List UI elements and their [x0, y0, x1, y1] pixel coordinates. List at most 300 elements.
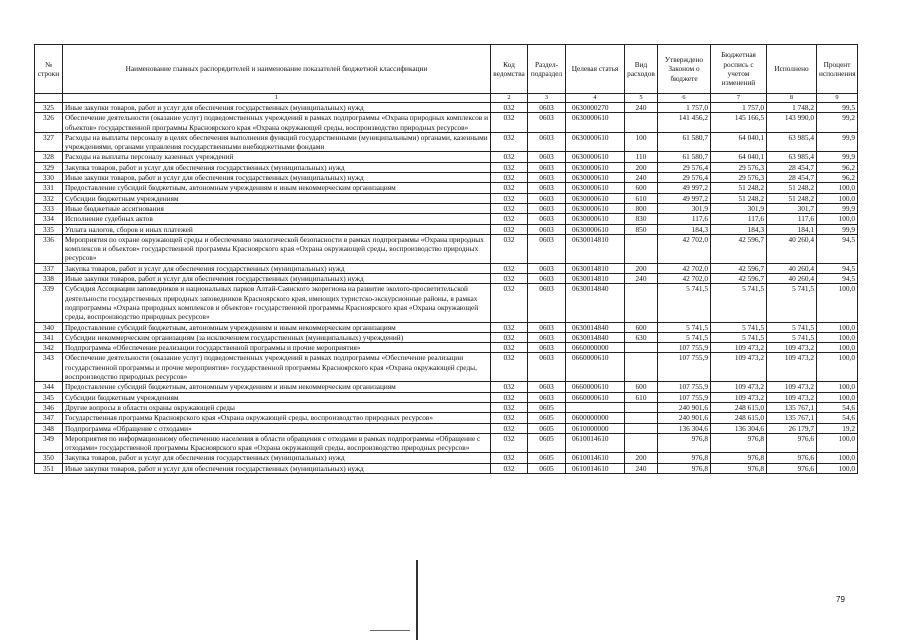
schedule-amount: 145 166,5 — [711, 113, 767, 133]
budget-table-page — [34, 44, 857, 474]
row-name: Субсидии бюджетным учреждениям — [63, 392, 491, 402]
execution-percent: 100,0 — [817, 284, 858, 322]
row-name: Уплата налогов, сборов и иных платежей — [63, 224, 491, 234]
header-expense-type: Вид расходов — [625, 45, 658, 94]
department-code: 032 — [491, 113, 528, 133]
expense-type — [625, 413, 658, 423]
schedule-amount: 109 473,2 — [711, 382, 767, 392]
row-number: 329 — [35, 162, 63, 172]
schedule-amount: 117,6 — [711, 214, 767, 224]
department-code: 032 — [491, 263, 528, 273]
table-row — [35, 193, 858, 203]
executed-amount: 976,6 — [767, 463, 817, 473]
department-code: 032 — [491, 353, 528, 382]
target-article: 0610000000 — [566, 423, 625, 433]
execution-percent: 99,9 — [817, 132, 858, 152]
section-code: 0605 — [528, 463, 566, 473]
department-code: 032 — [491, 234, 528, 263]
row-name: Иные закупки товаров, работ и услуг для обеспечения государственных (муниципальных) нужд — [63, 463, 491, 473]
executed-amount: 976,6 — [767, 433, 817, 453]
schedule-amount: 1 757,0 — [711, 103, 767, 113]
header-target-article: Целевая статья — [566, 45, 625, 94]
row-name: Субсидии некоммерческим организациям (за исключением государственных (муниципальных) учреждений) — [63, 332, 491, 342]
approved-amount: 61 580,7 — [658, 132, 711, 152]
target-article: 0630000610 — [566, 203, 625, 213]
section-code: 0603 — [528, 353, 566, 382]
department-code: 032 — [491, 332, 528, 342]
row-name: Субсидии бюджетным учреждениям — [63, 193, 491, 203]
execution-percent: 96,2 — [817, 162, 858, 172]
table-row — [35, 423, 858, 433]
execution-percent: 100,0 — [817, 433, 858, 453]
table-row — [35, 203, 858, 213]
col-number: 3 — [528, 94, 566, 103]
expense-type — [625, 433, 658, 453]
page-number: 79 — [836, 595, 845, 604]
department-code: 032 — [491, 343, 528, 353]
executed-amount: 26 179,7 — [767, 423, 817, 433]
col-number — [35, 94, 63, 103]
table-row — [35, 274, 858, 284]
table-row — [35, 343, 858, 353]
table-row — [35, 392, 858, 402]
row-number: 326 — [35, 113, 63, 133]
row-number: 333 — [35, 203, 63, 213]
target-article — [566, 402, 625, 412]
row-name: Расходы на выплаты персоналу в целях обеспечения выполнения функций государственными (муниципальными) органами, казенными учреждениями, органами управления государственными внебюджетными фондами — [63, 132, 491, 152]
section-code: 0603 — [528, 332, 566, 342]
executed-amount: 5 741,5 — [767, 322, 817, 332]
expense-type: 850 — [625, 224, 658, 234]
department-code: 032 — [491, 453, 528, 463]
executed-amount: 135 767,1 — [767, 402, 817, 412]
row-number: 336 — [35, 234, 63, 263]
approved-amount: 976,8 — [658, 463, 711, 473]
table-row — [35, 132, 858, 152]
expense-type: 240 — [625, 103, 658, 113]
row-name: Иные бюджетные ассигнования — [63, 203, 491, 213]
department-code: 032 — [491, 162, 528, 172]
approved-amount: 976,8 — [658, 433, 711, 453]
row-name: Обеспечение деятельности (оказание услуг) подведомственных учреждений в рамках подпрограммы «Обеспечение реализации государственной программы и прочие мероприятия» государственной программы Красноярского края «Охрана окружающей среды, воспроизводство природных ресурсов» — [63, 353, 491, 382]
execution-percent: 99,2 — [817, 113, 858, 133]
department-code: 032 — [491, 322, 528, 332]
row-name: Иные закупки товаров, работ и услуг для обеспечения государственных (муниципальных) нужд — [63, 103, 491, 113]
expense-type — [625, 402, 658, 412]
scan-artifact-line — [416, 560, 418, 640]
schedule-amount: 51 248,2 — [711, 193, 767, 203]
expense-type: 240 — [625, 274, 658, 284]
scan-artifact-dash — [370, 630, 410, 631]
row-name: Расходы на выплаты персоналу казенных учреждений — [63, 152, 491, 162]
table-row — [35, 433, 858, 453]
table-row — [35, 463, 858, 473]
expense-type: 600 — [625, 183, 658, 193]
budget-execution-table — [34, 44, 858, 474]
row-number: 351 — [35, 463, 63, 473]
section-code: 0603 — [528, 193, 566, 203]
header-percent: Процент исполнения — [817, 45, 858, 94]
row-number: 346 — [35, 402, 63, 412]
department-code: 032 — [491, 392, 528, 402]
schedule-amount: 184,3 — [711, 224, 767, 234]
row-number: 332 — [35, 193, 63, 203]
col-number: 7 — [711, 94, 767, 103]
section-code: 0603 — [528, 183, 566, 193]
row-number: 345 — [35, 392, 63, 402]
approved-amount: 61 580,7 — [658, 152, 711, 162]
target-article: 0660000610 — [566, 392, 625, 402]
execution-percent: 100,0 — [817, 353, 858, 382]
expense-type — [625, 113, 658, 133]
target-article: 0630000610 — [566, 132, 625, 152]
executed-amount: 109 473,2 — [767, 343, 817, 353]
schedule-amount: 976,8 — [711, 453, 767, 463]
executed-amount: 117,6 — [767, 214, 817, 224]
target-article: 0630014810 — [566, 234, 625, 263]
target-article: 0630014810 — [566, 274, 625, 284]
header-department-code: Код ведомства — [491, 45, 528, 94]
target-article: 0600000000 — [566, 413, 625, 423]
target-article: 0660000610 — [566, 382, 625, 392]
execution-percent: 99,9 — [817, 224, 858, 234]
schedule-amount: 5 741,5 — [711, 332, 767, 342]
row-name: Другие вопросы в области охраны окружающей среды — [63, 402, 491, 412]
row-name: Государственная программа Красноярского края «Охрана окружающей среды, воспроизводство природных ресурсов» — [63, 413, 491, 423]
execution-percent: 100,0 — [817, 322, 858, 332]
executed-amount: 143 990,0 — [767, 113, 817, 133]
target-article: 0630000610 — [566, 162, 625, 172]
execution-percent: 99,9 — [817, 152, 858, 162]
executed-amount: 184,1 — [767, 224, 817, 234]
executed-amount: 63 985,4 — [767, 132, 817, 152]
execution-percent: 100,0 — [817, 332, 858, 342]
executed-amount: 135 767,1 — [767, 413, 817, 423]
department-code: 032 — [491, 382, 528, 392]
schedule-amount: 976,8 — [711, 463, 767, 473]
approved-amount: 117,6 — [658, 214, 711, 224]
row-number: 349 — [35, 433, 63, 453]
approved-amount: 240 901,6 — [658, 402, 711, 412]
section-code: 0605 — [528, 433, 566, 453]
department-code: 032 — [491, 274, 528, 284]
table-row — [35, 402, 858, 412]
approved-amount: 5 741,5 — [658, 284, 711, 322]
table-row — [35, 382, 858, 392]
execution-percent: 100,0 — [817, 214, 858, 224]
table-row — [35, 152, 858, 162]
target-article: 0630000610 — [566, 224, 625, 234]
row-number: 334 — [35, 214, 63, 224]
target-article: 0610014610 — [566, 433, 625, 453]
department-code: 032 — [491, 423, 528, 433]
schedule-amount: 248 615,0 — [711, 413, 767, 423]
section-code: 0603 — [528, 113, 566, 133]
expense-type: 200 — [625, 263, 658, 273]
department-code: 032 — [491, 284, 528, 322]
executed-amount: 28 454,7 — [767, 173, 817, 183]
row-name: Предоставление субсидий бюджетным, автономным учреждениям и иным некоммерческим организациям — [63, 322, 491, 332]
row-number: 350 — [35, 453, 63, 463]
header-approved: Утверждено Законом о бюджете — [658, 45, 711, 94]
executed-amount: 109 473,2 — [767, 392, 817, 402]
table-row — [35, 453, 858, 463]
executed-amount: 109 473,2 — [767, 353, 817, 382]
execution-percent: 99,9 — [817, 203, 858, 213]
executed-amount: 51 248,2 — [767, 193, 817, 203]
target-article: 0630014840 — [566, 332, 625, 342]
schedule-amount: 51 248,2 — [711, 183, 767, 193]
schedule-amount: 5 741,5 — [711, 322, 767, 332]
executed-amount: 51 248,2 — [767, 183, 817, 193]
department-code: 032 — [491, 402, 528, 412]
approved-amount: 301,9 — [658, 203, 711, 213]
approved-amount: 141 456,2 — [658, 113, 711, 133]
target-article: 0630014840 — [566, 322, 625, 332]
row-name: Иные закупки товаров, работ и услуг для обеспечения государственных (муниципальных) нужд — [63, 173, 491, 183]
execution-percent: 100,0 — [817, 453, 858, 463]
execution-percent: 100,0 — [817, 183, 858, 193]
row-name: Субсидия Ассоциации заповедников и национальных парков Алтай-Саянского экорегиона на развитие эколого-просветительской деятельности государственных природных заповедников Красноярского края, имеющих туристско-экскурсионные районы, в рамках подпрограммы «Охрана природных комплексов и объектов» государственной программы Красноярского края «Охрана окружающей среды, воспроизводство природных ресурсов» — [63, 284, 491, 322]
table-row — [35, 322, 858, 332]
section-code: 0603 — [528, 284, 566, 322]
execution-percent: 94,5 — [817, 274, 858, 284]
row-number: 335 — [35, 224, 63, 234]
expense-type: 610 — [625, 392, 658, 402]
row-number: 342 — [35, 343, 63, 353]
executed-amount: 5 741,5 — [767, 284, 817, 322]
approved-amount: 29 576,4 — [658, 173, 711, 183]
expense-type: 800 — [625, 203, 658, 213]
col-number: 4 — [566, 94, 625, 103]
approved-amount: 49 997,2 — [658, 183, 711, 193]
schedule-amount: 248 615,0 — [711, 402, 767, 412]
expense-type — [625, 353, 658, 382]
schedule-amount: 109 473,2 — [711, 343, 767, 353]
row-number: 330 — [35, 173, 63, 183]
approved-amount: 136 304,6 — [658, 423, 711, 433]
row-name: Подпрограмма «Обеспечение реализации государственной программы и прочие мероприятия» — [63, 343, 491, 353]
schedule-amount: 136 304,6 — [711, 423, 767, 433]
target-article: 0630000610 — [566, 152, 625, 162]
target-article: 0610014610 — [566, 453, 625, 463]
expense-type: 110 — [625, 152, 658, 162]
row-name: Предоставление субсидий бюджетным, автономным учреждениям и иным некоммерческим организациям — [63, 183, 491, 193]
table-row — [35, 224, 858, 234]
header-name: Наименование главных распорядителей и наименование показателей бюджетной классификации — [63, 45, 491, 94]
section-code: 0603 — [528, 103, 566, 113]
section-code: 0603 — [528, 234, 566, 263]
approved-amount: 976,8 — [658, 453, 711, 463]
row-number: 325 — [35, 103, 63, 113]
department-code: 032 — [491, 203, 528, 213]
execution-percent: 54,6 — [817, 402, 858, 412]
section-code: 0603 — [528, 322, 566, 332]
schedule-amount: 64 040,1 — [711, 132, 767, 152]
expense-type: 630 — [625, 332, 658, 342]
execution-percent: 96,2 — [817, 173, 858, 183]
section-code: 0605 — [528, 453, 566, 463]
table-row — [35, 332, 858, 342]
department-code: 032 — [491, 433, 528, 453]
approved-amount: 42 702,0 — [658, 263, 711, 273]
section-code: 0603 — [528, 392, 566, 402]
target-article: 0630000610 — [566, 173, 625, 183]
row-number: 341 — [35, 332, 63, 342]
section-code: 0605 — [528, 423, 566, 433]
department-code: 032 — [491, 224, 528, 234]
header-schedule: Бюджетная роспись с учетом изменений — [711, 45, 767, 94]
approved-amount: 107 755,9 — [658, 353, 711, 382]
approved-amount: 5 741,5 — [658, 332, 711, 342]
executed-amount: 5 741,5 — [767, 332, 817, 342]
schedule-amount: 42 596,7 — [711, 234, 767, 263]
department-code: 032 — [491, 132, 528, 152]
row-name: Закупка товаров, работ и услуг для обеспечения государственных (муниципальных) нужд — [63, 453, 491, 463]
approved-amount: 184,3 — [658, 224, 711, 234]
section-code: 0605 — [528, 413, 566, 423]
schedule-amount: 109 473,2 — [711, 392, 767, 402]
row-number: 327 — [35, 132, 63, 152]
approved-amount: 5 741,5 — [658, 322, 711, 332]
target-article: 0630014810 — [566, 263, 625, 273]
schedule-amount: 42 596,7 — [711, 263, 767, 273]
target-article: 0630000610 — [566, 183, 625, 193]
row-number: 347 — [35, 413, 63, 423]
table-row — [35, 353, 858, 382]
expense-type — [625, 343, 658, 353]
executed-amount: 109 473,2 — [767, 382, 817, 392]
approved-amount: 42 702,0 — [658, 274, 711, 284]
row-name: Закупка товаров, работ и услуг для обеспечения государственных (муниципальных) нужд — [63, 263, 491, 273]
department-code: 032 — [491, 413, 528, 423]
approved-amount: 240 901,6 — [658, 413, 711, 423]
row-number: 348 — [35, 423, 63, 433]
schedule-amount: 5 741,5 — [711, 284, 767, 322]
expense-type: 240 — [625, 173, 658, 183]
target-article: 0610014610 — [566, 463, 625, 473]
col-number: 9 — [817, 94, 858, 103]
table-row — [35, 234, 858, 263]
approved-amount: 107 755,9 — [658, 382, 711, 392]
execution-percent: 100,0 — [817, 382, 858, 392]
executed-amount: 301,7 — [767, 203, 817, 213]
row-number: 338 — [35, 274, 63, 284]
executed-amount: 40 260,4 — [767, 234, 817, 263]
approved-amount: 107 755,9 — [658, 343, 711, 353]
section-code: 0603 — [528, 173, 566, 183]
section-code: 0605 — [528, 402, 566, 412]
row-number: 344 — [35, 382, 63, 392]
row-number: 343 — [35, 353, 63, 382]
department-code: 032 — [491, 193, 528, 203]
row-name: Подпрограмма «Обращение с отходами» — [63, 423, 491, 433]
schedule-amount: 301,9 — [711, 203, 767, 213]
execution-percent: 94,5 — [817, 263, 858, 273]
header-executed: Исполнено — [767, 45, 817, 94]
execution-percent: 54,6 — [817, 413, 858, 423]
row-name: Предоставление субсидий бюджетным, автономным учреждениям и иным некоммерческим организациям — [63, 382, 491, 392]
row-name: Мероприятия по охране окружающей среды и обеспечению экологической безопасности в рамках подпрограммы «Охрана природных комплексов и объектов» государственной программы Красноярского края «Охрана окружающей среды, воспроизводство природных ресурсов» — [63, 234, 491, 263]
approved-amount: 1 757,0 — [658, 103, 711, 113]
col-number: 8 — [767, 94, 817, 103]
table-row — [35, 173, 858, 183]
table-row — [35, 413, 858, 423]
schedule-amount: 64 040,1 — [711, 152, 767, 162]
executed-amount: 63 985,4 — [767, 152, 817, 162]
section-code: 0603 — [528, 382, 566, 392]
header-section: Раздел-подраздел — [528, 45, 566, 94]
department-code: 032 — [491, 183, 528, 193]
row-number: 331 — [35, 183, 63, 193]
executed-amount: 28 454,7 — [767, 162, 817, 172]
row-number: 339 — [35, 284, 63, 322]
target-article: 0630000610 — [566, 193, 625, 203]
executed-amount: 40 260,4 — [767, 274, 817, 284]
row-name: Исполнение судебных актов — [63, 214, 491, 224]
department-code: 032 — [491, 463, 528, 473]
section-code: 0603 — [528, 274, 566, 284]
col-number: 1 — [63, 94, 491, 103]
execution-percent: 100,0 — [817, 392, 858, 402]
section-code: 0603 — [528, 203, 566, 213]
section-code: 0603 — [528, 224, 566, 234]
approved-amount: 29 576,4 — [658, 162, 711, 172]
schedule-amount: 109 473,2 — [711, 353, 767, 382]
col-number: 2 — [491, 94, 528, 103]
executed-amount: 1 748,2 — [767, 103, 817, 113]
target-article: 0630000610 — [566, 214, 625, 224]
expense-type — [625, 423, 658, 433]
table-row — [35, 214, 858, 224]
row-number: 328 — [35, 152, 63, 162]
execution-percent: 100,0 — [817, 463, 858, 473]
expense-type — [625, 234, 658, 263]
execution-percent: 94,5 — [817, 234, 858, 263]
table-row — [35, 284, 858, 322]
table-row — [35, 103, 858, 113]
table-row — [35, 263, 858, 273]
col-number: 5 — [625, 94, 658, 103]
section-code: 0603 — [528, 263, 566, 273]
schedule-amount: 42 596,7 — [711, 274, 767, 284]
row-name: Обеспечение деятельности (оказание услуг) подведомственных учреждений в рамках подпрограммы «Охрана природных комплексов и объектов» государственной программы Красноярского края «Охрана окружающей среды, воспроизводство природных ресурсов» — [63, 113, 491, 133]
expense-type: 610 — [625, 193, 658, 203]
target-article: 0630000270 — [566, 103, 625, 113]
approved-amount: 107 755,9 — [658, 392, 711, 402]
target-article: 0630000610 — [566, 113, 625, 133]
department-code: 032 — [491, 152, 528, 162]
department-code: 032 — [491, 214, 528, 224]
row-number: 340 — [35, 322, 63, 332]
section-code: 0603 — [528, 343, 566, 353]
executed-amount: 40 260,4 — [767, 263, 817, 273]
row-name: Закупка товаров, работ и услуг для обеспечения государственных (муниципальных) нужд — [63, 162, 491, 172]
execution-percent: 100,0 — [817, 343, 858, 353]
header-row — [35, 45, 858, 94]
target-article: 0630014840 — [566, 284, 625, 322]
section-code: 0603 — [528, 162, 566, 172]
expense-type: 830 — [625, 214, 658, 224]
target-article: 0660000610 — [566, 353, 625, 382]
schedule-amount: 976,8 — [711, 433, 767, 453]
schedule-amount: 29 576,3 — [711, 162, 767, 172]
table-row — [35, 183, 858, 193]
expense-type: 200 — [625, 453, 658, 463]
table-row — [35, 162, 858, 172]
section-code: 0603 — [528, 214, 566, 224]
row-name: Мероприятия по информационному обеспечению населения в области обращения с отходами в рамках подпрограммы «Обращение с отходами» государственной программы Красноярского края «Охрана окружающей среды, воспроизводство природных ресурсов» — [63, 433, 491, 453]
